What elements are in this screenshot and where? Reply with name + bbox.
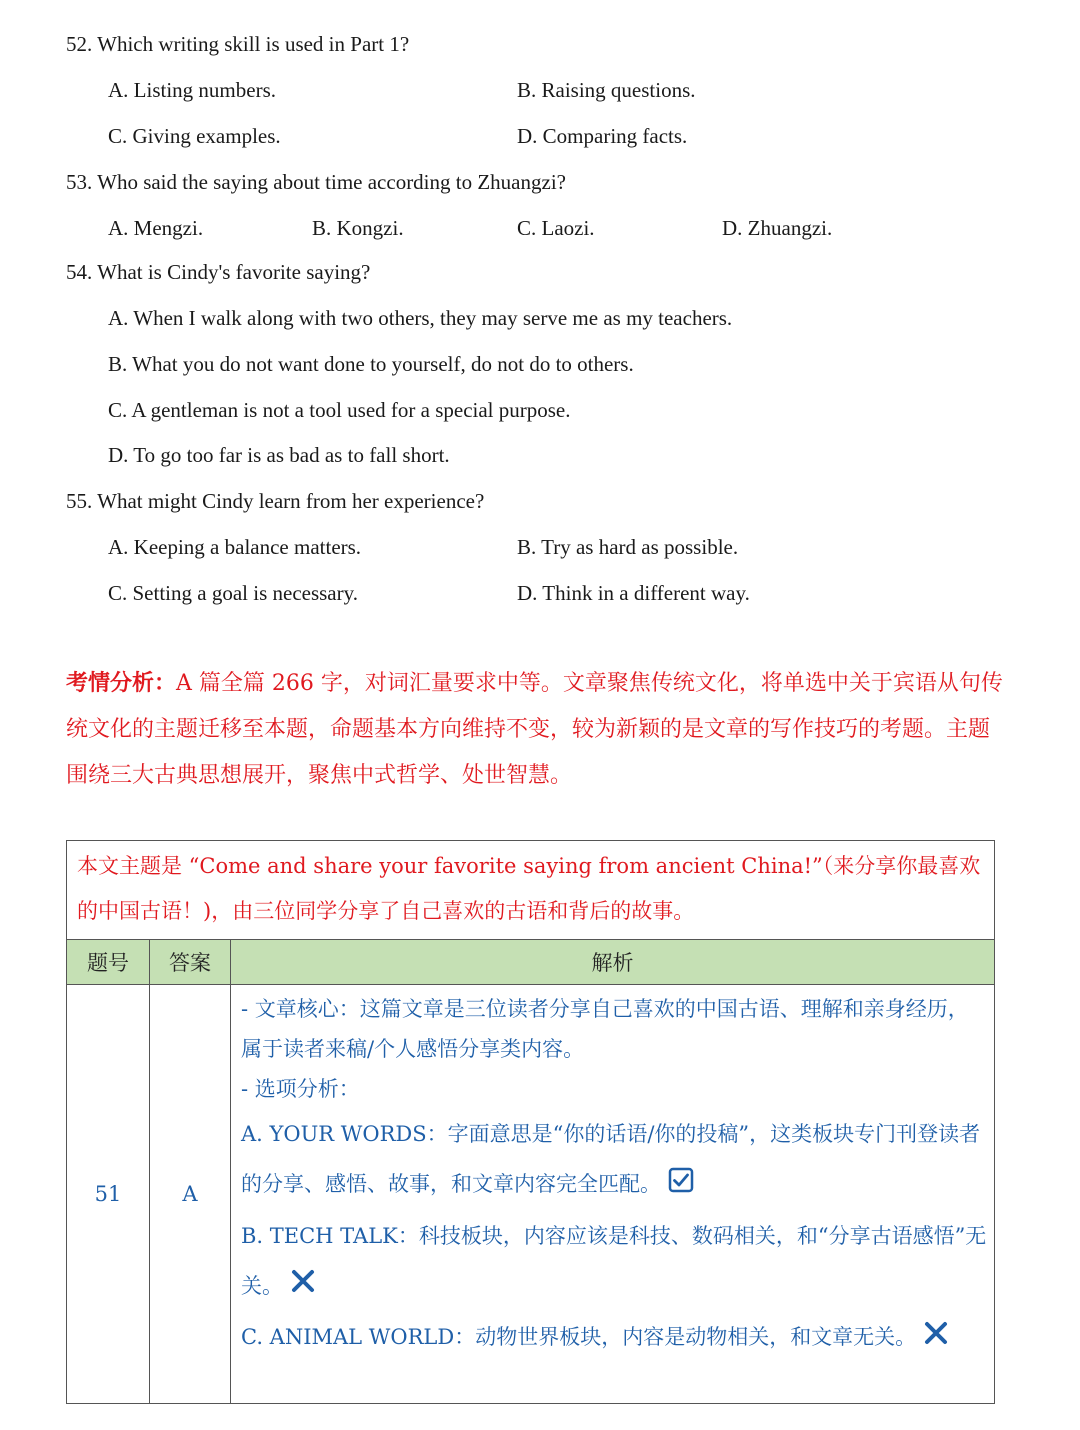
question-53-option-a: A. Mengzi. — [108, 216, 204, 240]
check-box-icon — [668, 1161, 694, 1211]
explanation-option-c-text: C. ANIMAL WORLD：动物世界板块，内容是动物相关，和文章无关。 — [241, 1325, 917, 1349]
exam-analysis-text: A 篇全篇 266 字，对词汇量要求中等。文章聚焦传统文化，将单选中关于宾语从句传统文化的主题迁移至本题，命题基本方向维持不变，较为新颖的是文章的写作技巧的考题。主题围绕三大古典思想展开，聚焦中式哲学、处世智慧。 — [66, 671, 1003, 788]
question-54-option-c: C. A gentleman is not a tool used for a special purpose. — [108, 398, 571, 422]
question-55-option-c: C. Setting a goal is necessary. — [108, 581, 359, 605]
question-54-option-d: D. To go too far is as bad as to fall short. — [108, 443, 450, 467]
question-53-option-c: C. Laozi. — [517, 216, 595, 240]
question-53-option-b: B. Kongzi. — [312, 216, 404, 240]
question-55-option-a: A. Keeping a balance matters. — [108, 535, 362, 559]
header-answer: 答案 — [150, 940, 231, 985]
question-55-option-b: B. Try as hard as possible. — [517, 535, 739, 559]
question-53-stem: 53. Who said the saying about time according to Zhuangzi? — [66, 170, 566, 194]
cross-icon — [923, 1314, 949, 1364]
answer-table — [66, 840, 995, 1404]
question-number: 51 — [67, 985, 150, 1404]
question-52-stem: 52. Which writing skill is used in Part 1? — [66, 32, 410, 56]
answer: A — [150, 985, 231, 1404]
exam-analysis-label: 考情分析： — [66, 670, 177, 696]
explanation-option-b — [241, 1211, 988, 1313]
question-55-option-d: D. Think in a different way. — [517, 581, 750, 605]
explanation-option-c — [241, 1312, 988, 1364]
question-52-option-b: B. Raising questions. — [517, 78, 696, 102]
question-54-stem: 54. What is Cindy's favorite saying? — [66, 260, 371, 284]
header-question-number: 题号 — [67, 940, 150, 985]
exam-analysis — [66, 660, 1006, 799]
table-intro: 本文主题是 “Come and share your favorite saying from ancient China!”（来分享你最喜欢的中国古语！)，由三位同学分享了自己喜欢的古语和背后的故事。 — [67, 841, 995, 940]
explanation-option-b-text: B. TECH TALK：科技板块，内容应该是科技、数码相关，和“分享古语感悟”无关。 — [241, 1223, 987, 1298]
explanation-core: - 文章核心：这篇文章是三位读者分享自己喜欢的中国古语、理解和亲身经历，属于读者来稿/个人感悟分享类内容。 — [241, 997, 969, 1061]
question-52-option-c: C. Giving examples. — [108, 124, 281, 148]
header-explanation: 解析 — [231, 940, 995, 985]
table-header-row — [67, 940, 995, 985]
question-52-option-d: D. Comparing facts. — [517, 124, 688, 148]
explanation-option-a-text: A. YOUR WORDS：字面意思是“你的话语/你的投稿”，这类板块专门刊登读者的分享、感悟、故事，和文章内容完全匹配。 — [241, 1122, 981, 1196]
explanation-option-a — [241, 1109, 988, 1211]
question-55-stem: 55. What might Cindy learn from her experience? — [66, 489, 485, 513]
explanation — [231, 985, 995, 1404]
question-54-option-b: B. What you do not want done to yourself, do not do to others. — [108, 352, 634, 376]
question-52-option-a: A. Listing numbers. — [108, 78, 276, 102]
explanation-options-heading: - 选项分析： — [241, 1077, 360, 1101]
question-54-option-a: A. When I walk along with two others, they may serve me as my teachers. — [108, 306, 733, 330]
question-53-option-d: D. Zhuangzi. — [722, 216, 833, 240]
table-row — [67, 985, 995, 1404]
cross-icon — [290, 1262, 316, 1312]
